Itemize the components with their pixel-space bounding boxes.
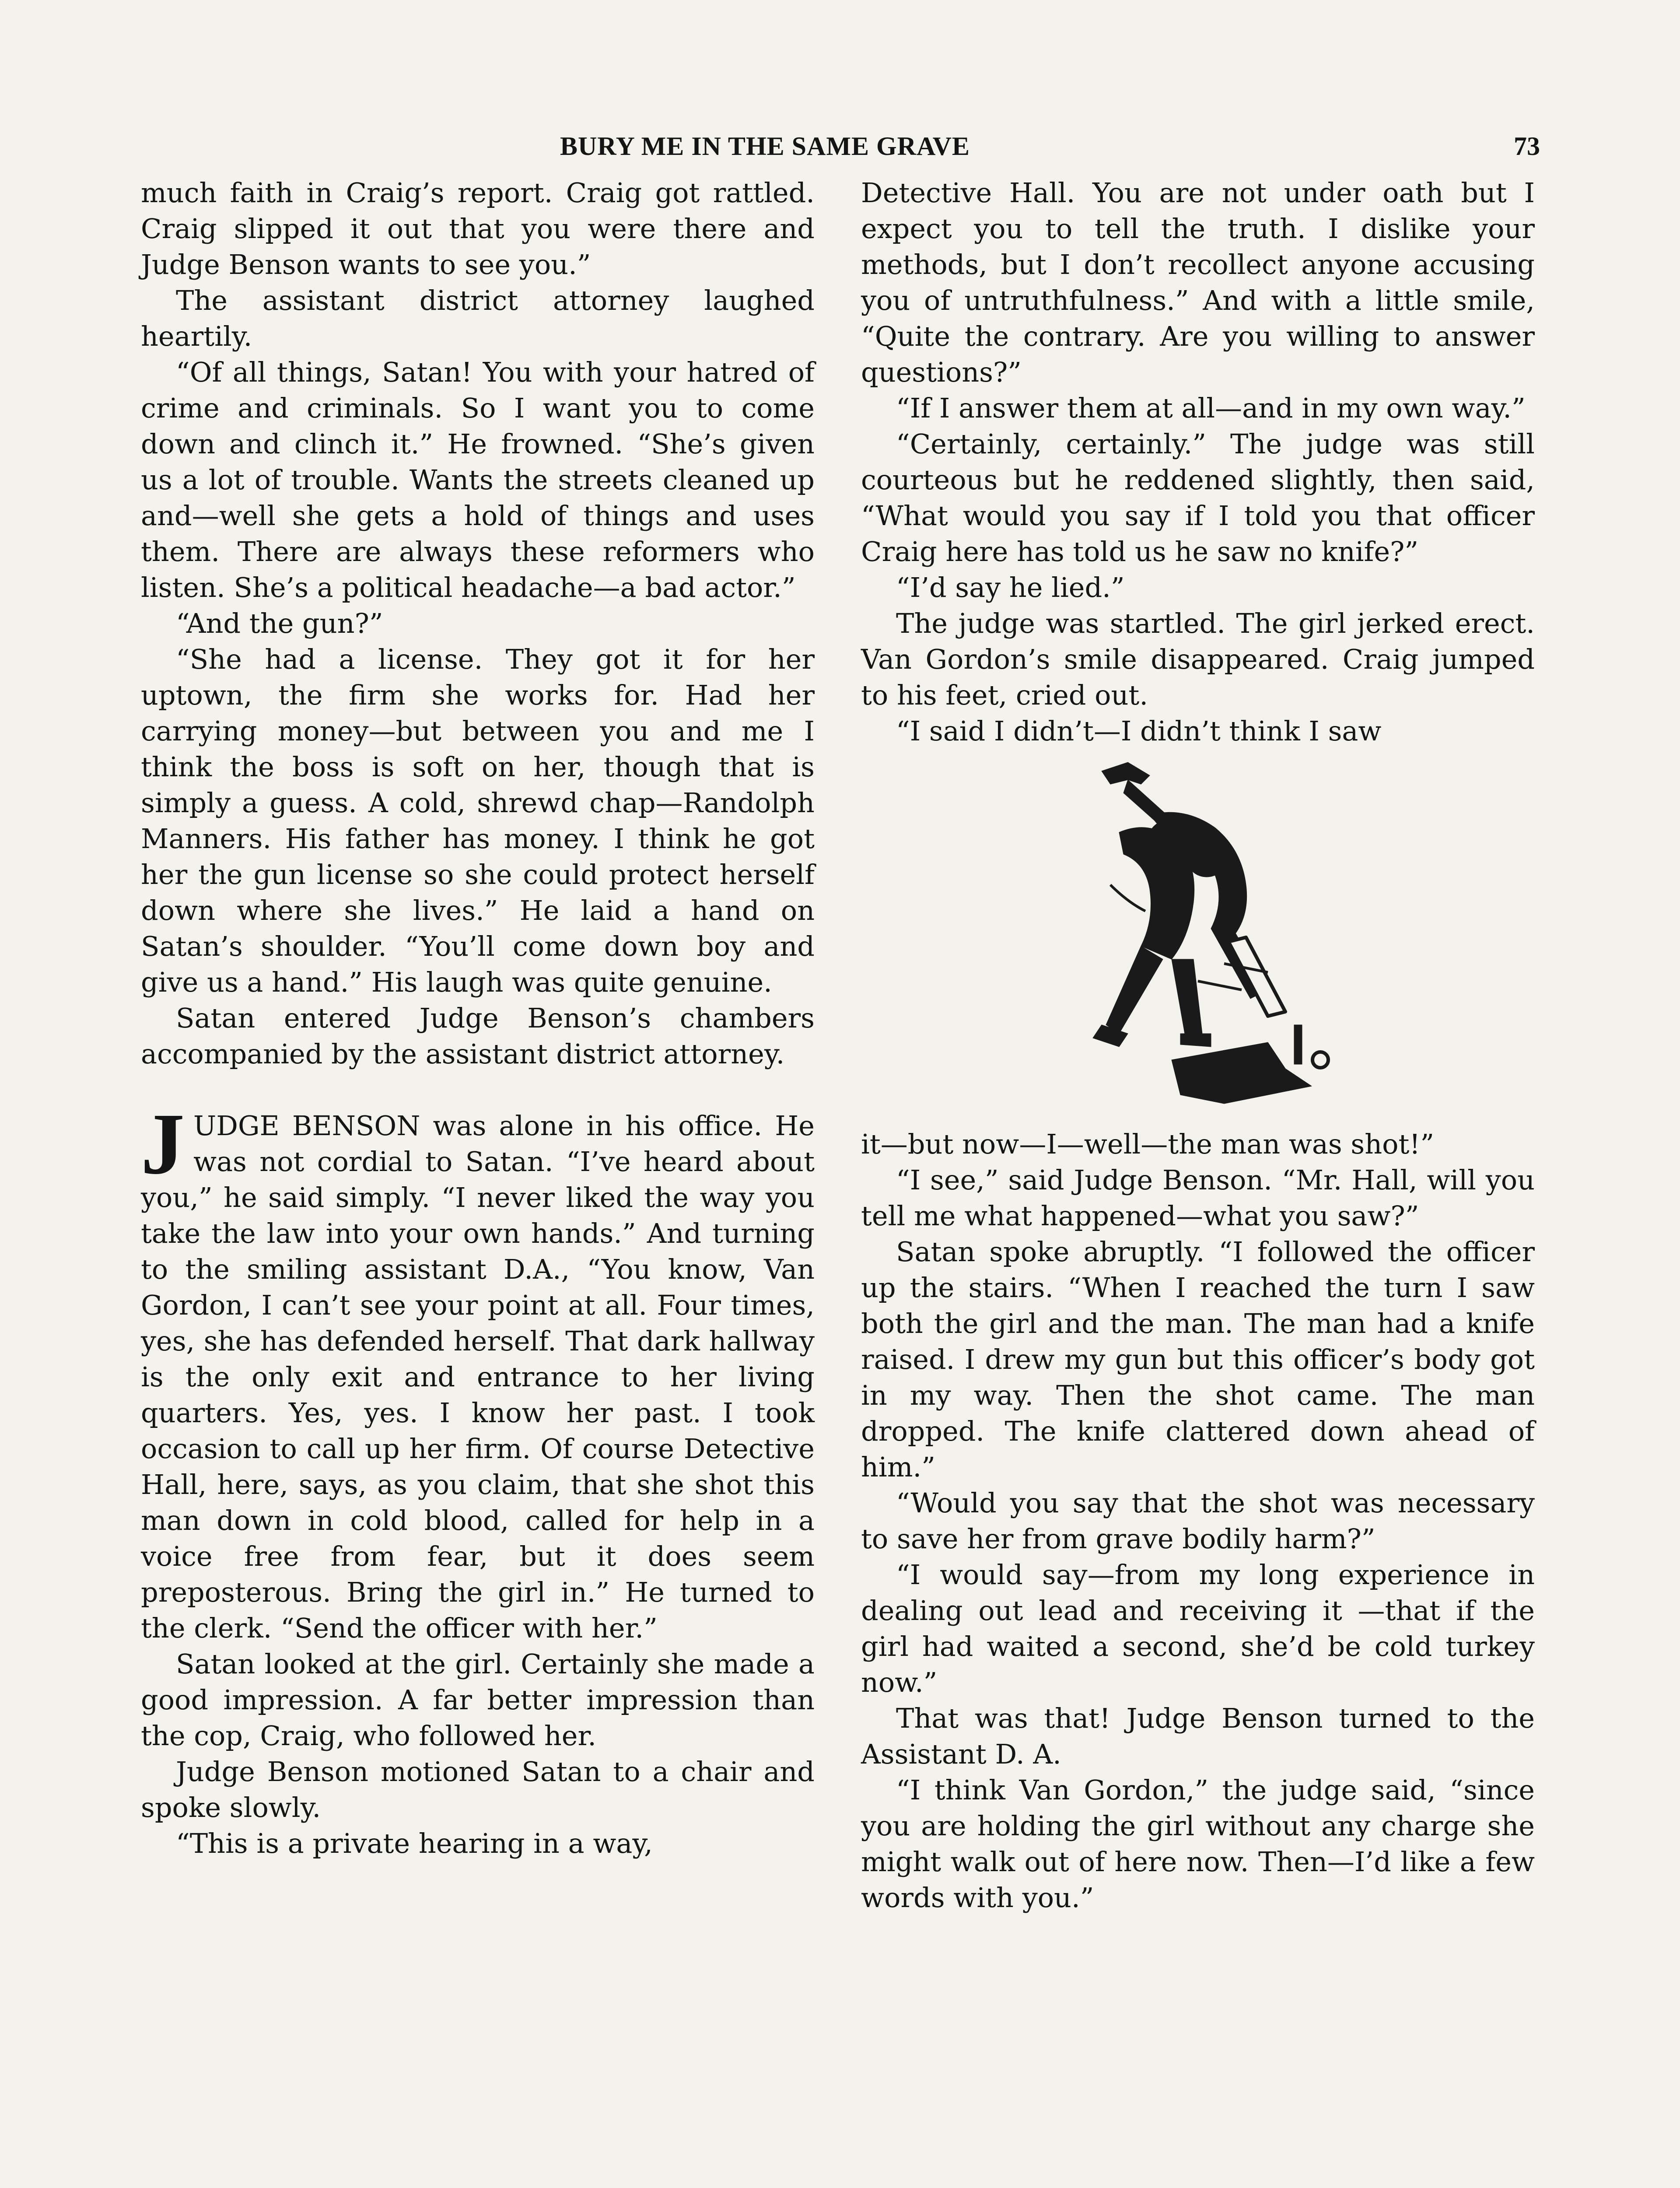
paragraph: “I said I didn’t—I didn’t think I saw [896, 715, 1382, 747]
paragraph: “Of all things, Satan! You with your hatred of crime and criminals. So I want you to come down and clinch it.” He frowned. “She’s given us a lot of trouble. Wants the streets cleaned up and—well she gets a hold of things and uses them. There are always these reformers who listen. She’s a political headache—a bad actor.” [141, 356, 815, 603]
page-number: 73 [1514, 132, 1540, 161]
paragraph: Satan looked at the girl. Certainly she made a good impression. A far better impression than the cop, Craig, who followed her. [141, 1648, 815, 1752]
drop-cap: J [141, 1096, 185, 1192]
paragraph: Judge Benson motioned Satan to a chair and spoke slowly. [141, 1756, 815, 1823]
page-header [140, 131, 1540, 171]
paragraph: “This is a private hearing in a way, [176, 1827, 653, 1859]
fighting-men-illustration-icon [1040, 754, 1355, 1121]
paragraph: “I think Van Gordon,” the judge said, “since you are holding the girl without any charge she might walk out of here now. Then—I’d like a few words with you.” [861, 1774, 1535, 1914]
dropcap-paragraph [141, 1096, 815, 1646]
struggle-illustration [861, 754, 1535, 1121]
paragraph: The judge was startled. The girl jerked erect. Van Gordon’s smile disappeared. Craig jumped to his feet, cried out. [861, 607, 1535, 711]
section-break [141, 1072, 815, 1108]
paragraph: “And the gun?” [176, 607, 383, 639]
paragraph: “Would you say that the shot was necessary to save her from grave bodily harm?” [861, 1487, 1535, 1555]
paragraph: The assistant district attorney laughed heartily. [141, 284, 815, 352]
right-column [861, 175, 1535, 1916]
paragraph: That was that! Judge Benson turned to the Assistant D. A. [861, 1702, 1535, 1770]
paragraph: Satan entered Judge Benson’s chambers accompanied by the assistant district attorney. [141, 1002, 815, 1070]
running-title: BURY ME IN THE SAME GRAVE [560, 132, 970, 161]
left-column [141, 175, 815, 1862]
paragraph: “I’d say he lied.” [896, 572, 1125, 603]
paragraph: “I would say—from my long experience in dealing out lead and receiving it —that if the girl had waited a second, she’d be cold turkey now.” [861, 1559, 1535, 1698]
paragraph: it—but now—I—well—the man was shot!” [861, 1128, 1435, 1160]
paragraph: “Certainly, certainly.” The judge was still courteous but he reddened slightly, then said, “What would you say if I told you that officer Craig here has told us he saw no knife?” [861, 428, 1535, 568]
paragraph: “I see,” said Judge Benson. “Mr. Hall, will you tell me what happened—what you saw?” [861, 1164, 1535, 1232]
paragraph: “If I answer them at all—and in my own way.” [896, 392, 1526, 424]
paragraph: “She had a license. They got it for her uptown, the firm she works for. Had her carrying money—but between you and me I think the boss is soft on her, though that is simply a guess. A cold, shrewd chap—Randolph Manners. His father has money. I think he got her the gun license so she could protect herself down where she lives.” He laid a hand on Satan’s shoulder. “You’ll come down boy and give us a hand.” His laugh was quite genuine. [141, 643, 815, 998]
paragraph: Satan spoke abruptly. “I followed the officer up the stairs. “When I reached the turn I saw both the girl and the man. The man had a knife raised. I drew my gun but this officer’s body got in my way. Then the shot came. The man dropped. The knife clattered down ahead of him.” [861, 1236, 1535, 1483]
paragraph: Detective Hall. You are not under oath but I expect you to tell the truth. I dislike your methods, but I don’t recollect anyone accusing you of untruthfulness.” And with a little smile, “Quite the contrary. Are you willing to answer questions?” [861, 177, 1535, 388]
paragraph-text: UDGE BENSON was alone in his office. He was not cordial to Satan. “I’ve heard about you,” he said simply. “I never liked the way you take the law into your own hands.” And turning to the smiling assistant D.A., “You know, Van Gordon, I can’t see your point at all. Four times, yes, she has defended herself. That dark hallway is the only exit and entrance to her living quarters. Yes, yes. I know her past. I took occasion to call up her firm. Of course Detective Hall, here, says, as you claim, that she shot this man down in cold blood, called for help in a voice free from fear, but it does seem preposterous. Bring the girl in.” He turned to the clerk. “Send the officer with her.” [141, 1110, 815, 1644]
paragraph: much faith in Craig’s report. Craig got rattled. Craig slipped it out that you were there and Judge Benson wants to see you.” [141, 177, 815, 281]
